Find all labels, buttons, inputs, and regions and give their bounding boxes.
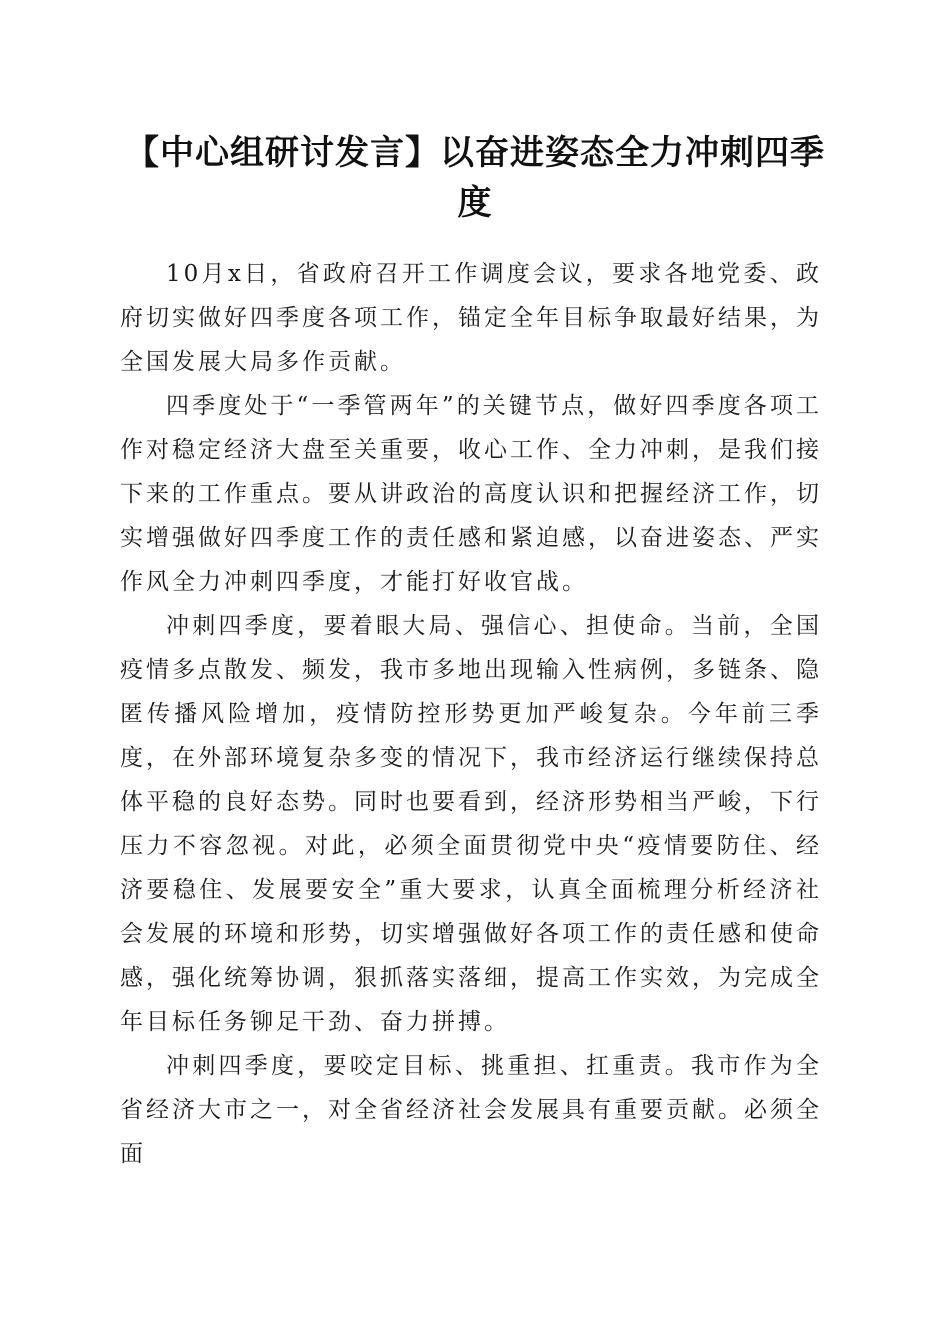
paragraph-1: 10月x日，省政府召开工作调度会议，要求各地党委、政府切实做好四季度各项工作，锚定全年目标争取最好结果，为全国发展大局多作贡献。 [120, 261, 822, 375]
paragraph-4: 冲刺四季度，要咬定目标、挑重担、扛重责。我市作为全省经济大市之一，对全省经济社会发展具有重要贡献。必须全面 [120, 1053, 822, 1167]
paragraph-2: 四季度处于“一季管两年”的关键节点，做好四季度各项工作对稳定经济大盘至关重要，收心工作、全力冲刺，是我们接下来的工作重点。要从讲政治的高度认识和把握经济工作，切实增强做好四季度工作的责任感和紧迫感，以奋进姿态、严实作风全力冲刺四季度，才能打好收官战。 [120, 393, 822, 595]
paragraph-3: 冲刺四季度，要着眼大局、强信心、担使命。当前，全国疫情多点散发、频发，我市多地出现输入性病例，多链条、隐匿传播风险增加，疫情防控形势更加严峻复杂。今年前三季度，在外部环境复杂多变的情况下，我市经济运行继续保持总体平稳的良好态势。同时也要看到，经济形势相当严峻，下行压力不容忽视。对此，必须全面贯彻党中央“疫情要防住、经济要稳住、发展要安全”重大要求，认真全面梳理分析经济社会发展的环境和形势，切实增强做好各项工作的责任感和使命感，强化统筹协调，狠抓落实落细，提高工作实效，为完成全年目标任务铆足干劲、奋力拼搏。 [120, 613, 822, 1035]
document-title: 【中心组研讨发言】以奋进姿态全力冲刺四季度 [125, 133, 825, 223]
document-body [120, 252, 822, 1176]
